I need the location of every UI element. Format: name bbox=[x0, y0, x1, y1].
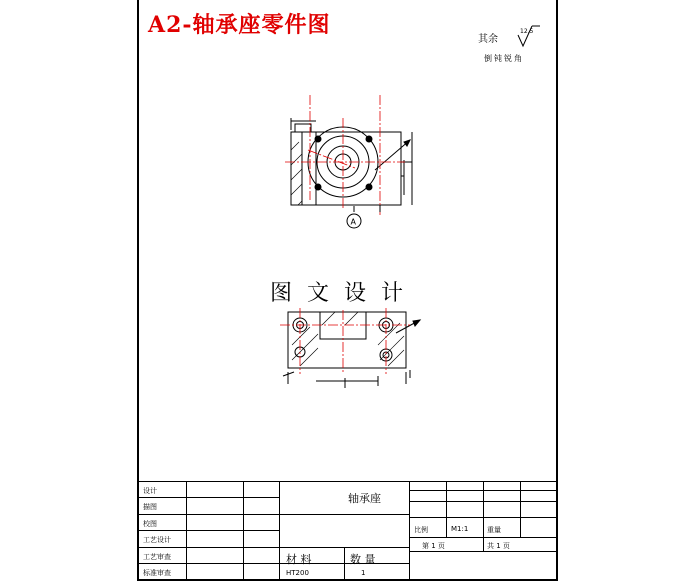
tb-check-label: 校图 bbox=[143, 520, 157, 528]
tb-process-design-label: 工艺设计 bbox=[143, 536, 171, 544]
tb-line bbox=[279, 514, 409, 515]
tb-design-label: 设计 bbox=[143, 487, 157, 495]
tb-line bbox=[520, 481, 521, 537]
tb-quantity-value: 1 bbox=[361, 569, 366, 577]
tb-total-label: 共 1 页 bbox=[487, 542, 510, 550]
tb-scale-label: 比例 bbox=[414, 526, 428, 534]
roughness-note: 倒钝锐角 bbox=[484, 54, 524, 63]
tb-line bbox=[139, 530, 279, 531]
roughness-value: 12.5 bbox=[520, 28, 534, 35]
drawing-title: A2-轴承座零件图 bbox=[148, 12, 331, 38]
tb-weight-label: 重量 bbox=[487, 526, 501, 534]
tb-line bbox=[139, 481, 557, 482]
tb-line bbox=[344, 547, 345, 580]
section-label: A bbox=[350, 217, 356, 227]
tb-line bbox=[139, 563, 279, 564]
top-view bbox=[291, 118, 412, 205]
tb-trace-label: 描图 bbox=[143, 503, 157, 511]
tb-line bbox=[139, 514, 279, 515]
tb-material-value: HT200 bbox=[286, 569, 309, 577]
tb-line bbox=[483, 481, 484, 551]
watermark-text: 图 文 设 计 bbox=[270, 281, 407, 306]
tb-scale-value: M1:1 bbox=[451, 525, 469, 533]
tb-line bbox=[279, 481, 280, 580]
front-view bbox=[283, 312, 420, 388]
tb-part-name: 轴承座 bbox=[348, 492, 381, 505]
title-block bbox=[139, 481, 557, 580]
tb-quantity-header: 数 量 bbox=[350, 553, 376, 566]
tb-sheet-label: 第 1 页 bbox=[422, 542, 445, 550]
tb-line bbox=[409, 481, 410, 580]
tb-line bbox=[139, 497, 279, 498]
tb-line bbox=[139, 547, 279, 548]
tb-process-review-label: 工艺审查 bbox=[143, 553, 171, 561]
tb-material-header: 材 料 bbox=[286, 553, 312, 566]
roughness-other-text: 其余 bbox=[478, 34, 498, 45]
tb-line bbox=[186, 481, 187, 580]
tb-line bbox=[409, 551, 557, 552]
tb-line bbox=[446, 481, 447, 537]
tb-line bbox=[243, 481, 244, 580]
tb-standard-review-label: 标准审查 bbox=[143, 569, 171, 577]
